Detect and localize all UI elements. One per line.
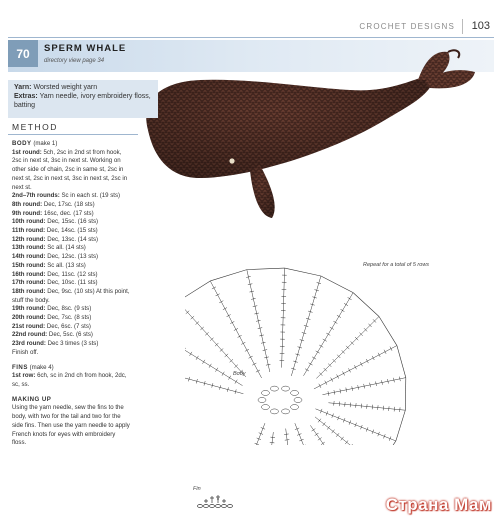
instructions-column: [12, 140, 130, 448]
stitch-mark: [332, 430, 335, 434]
chain-loop: [291, 405, 299, 410]
stitch-mark: [319, 384, 321, 388]
round-row: [12, 236, 130, 245]
round-label: 15th round:: [12, 261, 46, 269]
round-label: 2nd–7th rounds:: [12, 192, 60, 200]
stitch-mark: [185, 281, 210, 302]
round-text: Dec, 8sc. (9 sts): [47, 305, 92, 313]
fin-diagram: [195, 492, 255, 512]
round-text: Sc in each st. (19 sts): [61, 192, 121, 200]
round-row: [12, 244, 130, 253]
stitch-mark: [245, 349, 249, 351]
round-row: [12, 210, 130, 219]
round-row: [12, 279, 130, 288]
round-row: [12, 262, 130, 271]
chain-loop: [282, 386, 290, 391]
round-label: 16th round:: [12, 270, 46, 278]
round-label: 18th round:: [12, 287, 46, 295]
round-label: 20th round:: [12, 314, 46, 322]
stitch-mark: [238, 335, 242, 337]
round-text: Dec, 13sc. (14 sts): [47, 235, 99, 243]
stitch-mark: [343, 371, 345, 375]
round-row: [12, 201, 130, 210]
round-text: Sc all. (13 sts): [47, 261, 86, 269]
directory-reference: directory view page 34: [44, 58, 105, 64]
stitch-mark: [236, 423, 265, 445]
stitch-mark: [333, 321, 337, 323]
stitch-mark: [284, 434, 289, 435]
round-row: [12, 331, 130, 340]
round-text: Dec, 7sc. (8 sts): [47, 314, 92, 322]
stitch-mark: [345, 440, 348, 444]
making-up-heading: MAKING UP: [12, 395, 52, 403]
whale-photo: [130, 40, 500, 230]
stitch-mark: [185, 365, 243, 394]
round-1-text: 5ch, 2sc in 2nd st from hook, 2sc in next st, 3sc in next st. Working on other side of chain, 2sc in same st, 2sc in next st, 2sc in next st, 3sc in next st, 2sc in next st.: [12, 148, 128, 191]
round-label: 17th round:: [12, 279, 46, 287]
round-label: 23rd round:: [12, 340, 46, 348]
round-label: 22nd round:: [12, 331, 48, 339]
round-text: Dec, 11sc. (12 sts): [47, 270, 98, 278]
fins-row-text: 6ch, sc in 2nd ch from hook, 2dc, sc, ss.: [12, 372, 127, 388]
stitch-mark: [219, 301, 223, 303]
chain-loop: [270, 386, 278, 391]
stitch-mark: [326, 333, 330, 335]
stitch-mark: [340, 309, 344, 311]
stitch-mark: [337, 374, 339, 378]
stitch-mark: [256, 370, 260, 372]
stitch-mark: [234, 328, 238, 330]
round-text: Dec, 5sc. (6 sts): [48, 331, 93, 339]
method-heading: METHOD: [12, 122, 58, 132]
page-number: 103: [471, 20, 490, 32]
chain-loop: [261, 390, 269, 395]
top-rule: [8, 37, 494, 38]
extras-value: Yarn needle, ivory embroidery floss, batting: [14, 93, 151, 109]
stitch-mark: [397, 346, 406, 378]
stitch-mark: [295, 423, 326, 445]
round-1-label: 1st round:: [12, 148, 42, 156]
chain-loop: [291, 390, 299, 395]
chain-loop: [270, 409, 278, 414]
stitch-mark: [286, 429, 295, 445]
round-row: [12, 218, 130, 227]
round-text: Dec, 9sc. (10 sts) At this point, stuff the body.: [12, 287, 130, 304]
stitch-mark: [285, 268, 321, 276]
round-row: [12, 253, 130, 262]
stitch-mark: [202, 360, 204, 364]
stitch-mark: [318, 438, 322, 441]
stitch-mark: [341, 437, 344, 441]
stitch-mark: [315, 433, 319, 436]
round-row: [12, 192, 130, 201]
stitch-mark: [353, 293, 379, 317]
round-label: 13th round:: [12, 244, 46, 252]
round-label: 19th round:: [12, 305, 46, 313]
fin-diagram-label: Fin: [193, 486, 201, 492]
stitch-mark: [270, 442, 275, 443]
fins-row-label: 1st row:: [12, 372, 36, 380]
stitch-mark: [325, 381, 327, 385]
round-row: [12, 314, 130, 323]
stitch-mark: [321, 442, 325, 445]
pattern-number: 70: [8, 40, 38, 67]
rounds-list: [12, 192, 130, 349]
round-label: 14th round:: [12, 253, 46, 261]
stitch-mark: [344, 303, 348, 305]
fins-heading: FINS: [12, 363, 28, 371]
stitch-mark: [209, 364, 211, 368]
stitch-mark: [312, 429, 316, 432]
stitch-mark: [396, 410, 405, 441]
whale-eye: [229, 158, 234, 163]
stitch-mark: [312, 357, 316, 359]
round-label: 10th round:: [12, 218, 46, 226]
stitch-mark: [310, 425, 354, 445]
stitch-mark: [337, 315, 341, 317]
chain-loop: [261, 405, 269, 410]
stitch-mark: [321, 276, 353, 293]
stitch-mark: [185, 330, 243, 386]
stitch-mark: [330, 327, 334, 329]
stitch-mark: [222, 372, 224, 376]
pattern-title: SPERM WHALE: [44, 43, 127, 54]
stitch-mark: [223, 308, 227, 310]
round-text: Dec, 14sc. (15 sts): [46, 227, 98, 235]
round-text: Dec, 10sc. (11 sts): [47, 279, 98, 287]
round-label: 21st round:: [12, 322, 46, 330]
stitch-mark: [216, 294, 220, 296]
stitch-mark: [360, 362, 362, 366]
round-label: 9th round:: [12, 209, 43, 217]
stitch-mark: [366, 359, 368, 363]
round-text: Dec 3 times (3 sts): [47, 340, 99, 348]
stitch-mark: [331, 378, 333, 382]
round-text: 16sc, dec. (17 sts): [43, 209, 94, 217]
stitch-mark: [305, 369, 309, 371]
stitch-mark: [323, 339, 327, 341]
making-up-text: Using the yarn needle, sew the fins to the body, with two for the tail and two for the side fins. Then use the yarn needle to apply French knots for eyes with embroidery floss.: [12, 404, 130, 447]
stitch-mark: [249, 356, 253, 358]
stitch-mark: [241, 342, 245, 344]
stitch-mark: [378, 353, 380, 357]
stitch-mark: [390, 347, 392, 351]
stitch-mark: [318, 419, 321, 423]
stitch-mark: [190, 352, 192, 356]
stitch-mark: [354, 365, 356, 369]
round-text: Dec, 15sc. (16 sts): [47, 218, 99, 226]
repeat-note: Repeat for a total of 5 rows: [363, 262, 430, 268]
round-row: [12, 288, 130, 305]
chain-loop: [258, 398, 266, 403]
stitch-mark: [336, 433, 339, 437]
body-diagram-label: Body: [233, 371, 246, 377]
stitch-mark: [372, 356, 374, 360]
chain-loop: [294, 398, 302, 403]
yarn-label: Yarn:: [14, 84, 32, 91]
round-label: 8th round:: [12, 200, 43, 208]
finish-text: Finish off.: [12, 348, 39, 356]
stitch-mark: [230, 321, 234, 323]
watermark: Страна Мам: [385, 495, 492, 514]
stitch-mark: [215, 368, 217, 372]
stitch-mark: [270, 437, 275, 438]
stitch-mark: [235, 380, 237, 384]
yarn-value: Worsted weight yarn: [33, 84, 98, 91]
stitch-mark: [327, 426, 330, 430]
stitch-mark: [378, 441, 396, 445]
round-row: [12, 305, 130, 314]
stitch-mark: [285, 440, 290, 441]
stitch-mark: [316, 351, 320, 353]
round-label: 11th round:: [12, 227, 46, 235]
extras-label: Extras:: [14, 93, 38, 100]
body-heading: BODY: [12, 140, 32, 147]
materials-box: [8, 80, 158, 118]
round-row: [12, 227, 130, 236]
round-text: Dec, 6sc. (7 sts): [46, 322, 91, 330]
stitch-mark: [379, 316, 397, 345]
stitch-mark: [265, 432, 274, 445]
round-text: Dec, 12sc. (13 sts): [47, 253, 99, 261]
stitch-mark: [210, 270, 247, 281]
stitch-mark: [348, 368, 350, 372]
round-row: [12, 340, 130, 349]
stitch-mark: [196, 356, 198, 360]
stitch-mark: [252, 363, 256, 365]
chain-loop: [282, 409, 290, 414]
fins-make-count: (make 4): [29, 363, 54, 371]
stitch-mark: [227, 315, 231, 317]
method-rule: [8, 134, 138, 135]
stitch-mark: [212, 287, 216, 289]
header-divider: [462, 19, 463, 34]
stitch-mark: [309, 363, 313, 365]
stitch-mark: [323, 422, 326, 426]
round-text: Dec, 17sc. (18 sts): [43, 200, 95, 208]
round-row: [12, 271, 130, 280]
stitch-mark: [247, 268, 285, 270]
section-title: CROCHET DESIGNS: [359, 22, 455, 31]
stitch-mark: [348, 297, 352, 299]
round-label: 12th round:: [12, 235, 46, 243]
stitch-mark: [319, 345, 323, 347]
body-make-count: (make 1): [33, 140, 58, 147]
round-row: [12, 323, 130, 332]
stitch-mark: [384, 350, 386, 354]
stitch-mark: [228, 376, 230, 380]
round-text: Sc all. (14 sts): [47, 244, 86, 252]
